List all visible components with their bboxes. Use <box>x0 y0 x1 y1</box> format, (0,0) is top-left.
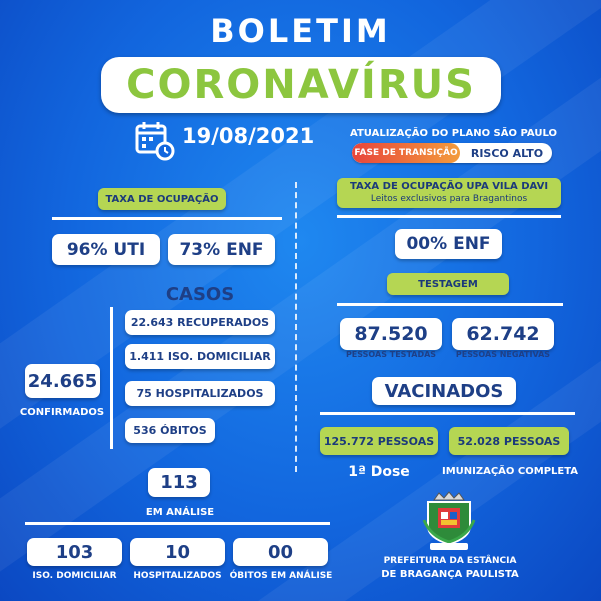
tested-label: PESSOAS TESTADAS <box>345 350 437 359</box>
plan-title: ATUALIZAÇÃO DO PLANO SÃO PAULO <box>350 128 557 139</box>
risk-label: RISCO ALTO <box>470 146 544 160</box>
confirmed-label: CONFIRMADOS <box>19 407 105 418</box>
footer-line2: DE BRAGANÇA PAULISTA <box>381 569 519 580</box>
analysis-deaths-label: ÓBITOS EM ANÁLISE <box>229 571 333 581</box>
recovered-box: 22.643 RECUPERADOS <box>125 310 275 335</box>
plan-status-pill <box>352 143 552 163</box>
deaths-box: 536 ÓBITOS <box>125 418 215 443</box>
phase-badge: FASE DE TRANSIÇÃO <box>352 143 460 163</box>
cases-title: CASOS <box>165 284 235 305</box>
negative-value: 62.742 <box>452 318 554 350</box>
analysis-hosp-value: 10 <box>130 538 225 566</box>
testing-connector <box>337 303 563 306</box>
full-immunization-value: 52.028 PESSOAS <box>449 427 569 455</box>
first-dose-value: 125.772 PESSOAS <box>320 427 438 455</box>
analysis-hosp-label: HOSPITALIZADOS <box>133 571 222 581</box>
calendar-icon <box>134 120 176 162</box>
vaccinated-title: VACINADOS <box>372 377 516 405</box>
upa-subtitle: Leitos exclusivos para Bragantinos <box>370 194 528 204</box>
upa-title: TAXA DE OCUPAÇÃO UPA VILA DAVI <box>349 181 549 192</box>
upa-enf-occupancy: 00% ENF <box>395 229 502 259</box>
uti-occupancy: 96% UTI <box>52 234 160 265</box>
tested-value: 87.520 <box>340 318 442 350</box>
upa-title-badge <box>337 178 561 208</box>
occupancy-connector <box>52 217 282 220</box>
coronavirus-title: CORONAVÍRUS <box>126 62 476 108</box>
occupancy-title-badge: TAXA DE OCUPAÇÃO <box>98 188 226 210</box>
analysis-label: EM ANÁLISE <box>145 507 215 518</box>
analysis-home-value: 103 <box>27 538 122 566</box>
bulletin-date: 19/08/2021 <box>182 124 315 148</box>
analysis-home-label: ISO. DOMICILIAR <box>32 571 117 581</box>
first-dose-label: 1ª Dose <box>348 464 410 480</box>
analysis-value: 113 <box>148 468 210 497</box>
hospitalized-box: 75 HOSPITALIZADOS <box>125 381 275 406</box>
city-crest-icon <box>420 490 478 552</box>
testing-title-badge: TESTAGEM <box>387 273 509 295</box>
analysis-connector <box>25 522 330 525</box>
full-immunization-label: IMUNIZAÇÃO COMPLETA <box>441 466 579 477</box>
bulletin-title: BOLETIM <box>210 12 391 50</box>
analysis-deaths-value: 00 <box>233 538 328 566</box>
home-isolation-box: 1.411 ISO. DOMICILIAR <box>125 344 275 369</box>
negative-label: PESSOAS NEGATIVAS <box>455 350 551 359</box>
column-divider <box>295 182 297 472</box>
footer-line1: PREFEITURA DA ESTÂNCIA <box>383 556 517 566</box>
enf-occupancy: 73% ENF <box>168 234 275 265</box>
cases-bracket <box>110 307 113 449</box>
upa-connector <box>337 215 561 218</box>
coronavirus-banner <box>101 57 501 113</box>
vaccinated-connector <box>320 412 575 415</box>
confirmed-value: 24.665 <box>25 364 100 398</box>
